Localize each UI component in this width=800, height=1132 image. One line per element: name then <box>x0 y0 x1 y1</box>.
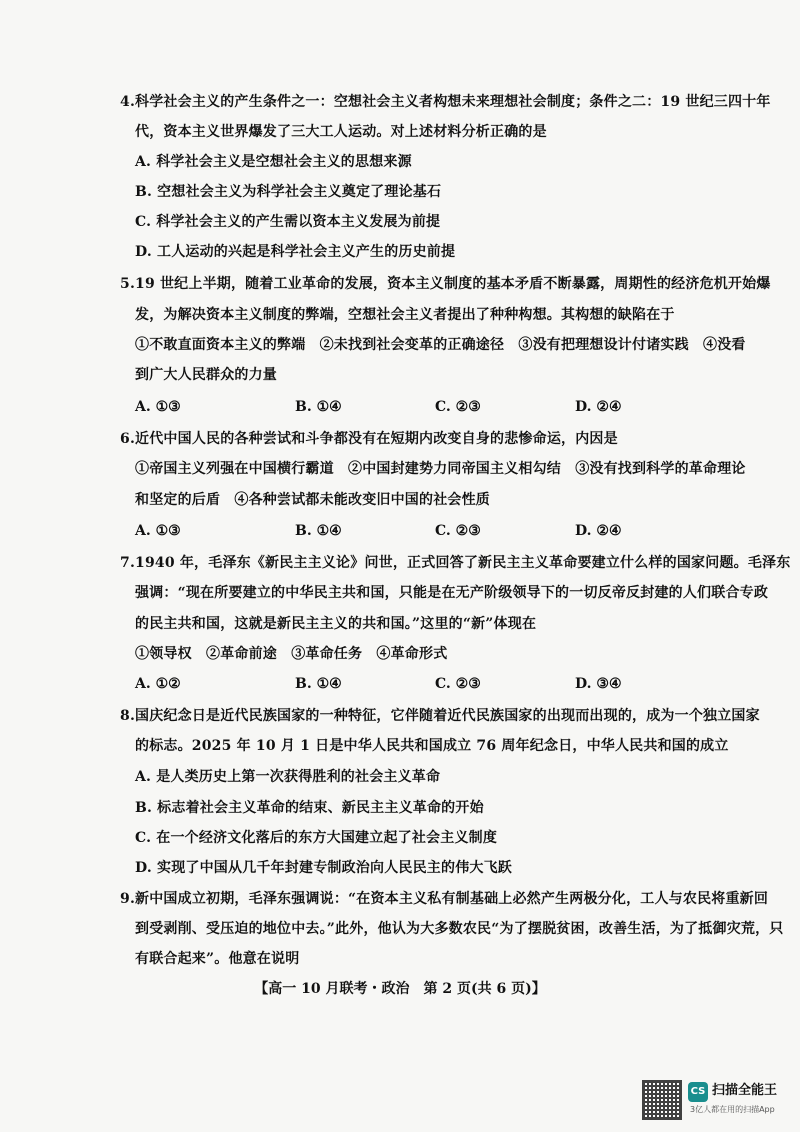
q8-stem-line2: 的标志。2025 年 10 月 1 日是中华人民共和国成立 76 周年纪念日，中华人民共和国的成立 <box>135 738 729 754</box>
q6-option-a: A. ①③ <box>135 523 181 539</box>
q5-option-a: A. ①③ <box>135 399 181 415</box>
q5-items-line2: 到广大人民群众的力量 <box>135 367 277 383</box>
q6-items-line2: 和坚定的后盾 ④各种尝试都未能改变旧中国的社会性质 <box>135 492 490 508</box>
q7-stem-line3: 的民主共和国，这就是新民主主义的共和国。”这里的“新”体现在 <box>135 616 537 632</box>
q5-stem-line1: 5.19 世纪上半期，随着工业革命的发展，资本主义制度的基本矛盾不断暴露，周期性的经济危机开始爆 <box>120 276 771 292</box>
q8-option-b: B. 标志着社会主义革命的结束、新民主主义革命的开始 <box>135 800 484 816</box>
q6-options <box>135 521 635 541</box>
camscanner-logo-icon: CS <box>688 1082 708 1102</box>
q7-option-c: C. ②③ <box>435 676 481 692</box>
scanner-tagline: 3亿人都在用的扫描App <box>690 1105 775 1114</box>
q4-stem-line2: 代，资本主义世界爆发了三大工人运动。对上述材料分析正确的是 <box>135 124 547 140</box>
q6-option-b: B. ①④ <box>295 523 342 539</box>
q8-option-a: A. 是人类历史上第一次获得胜利的社会主义革命 <box>135 769 441 785</box>
q7-stem-line1: 7.1940 年，毛泽东《新民主主义论》问世，正式回答了新民主主义革命要建立什么样的国家问题。毛泽东 <box>120 555 791 571</box>
q6-stem-line1: 6.近代中国人民的各种尝试和斗争都没有在短期内改变自身的悲惨命运，内因是 <box>120 431 618 447</box>
page-footer: 【高一 10 月联考・政治 第 2 页(共 6 页)】 <box>254 981 546 997</box>
q5-option-c: C. ②③ <box>435 399 481 415</box>
q7-option-b: B. ①④ <box>295 676 342 692</box>
q9-stem-line2: 到受剥削、受压迫的地位中去。”此外，他认为大多数农民“为了摆脱贫困，改善生活，为了抵御灾荒，只 <box>135 921 784 937</box>
qr-code-icon <box>642 1080 682 1120</box>
scanner-brand-name: 扫描全能王 <box>712 1083 778 1098</box>
q9-stem-line1: 9.新中国成立初期，毛泽东强调说：“在资本主义私有制基础上必然产生两极分化，工人与农民将重新回 <box>120 891 769 907</box>
q8-option-c: C. 在一个经济文化落后的东方大国建立起了社会主义制度 <box>135 830 498 846</box>
q4-option-c: C. 科学社会主义的产生需以资本主义发展为前提 <box>135 214 441 230</box>
q8-option-d: D. 实现了中国从几千年封建专制政治向人民民主的伟大飞跃 <box>135 860 512 876</box>
q4-option-b: B. 空想社会主义为科学社会主义奠定了理论基石 <box>135 184 442 200</box>
q4-option-a: A. 科学社会主义是空想社会主义的思想来源 <box>135 154 412 170</box>
q6-items-line1: ①帝国主义列强在中国横行霸道 ②中国封建势力同帝国主义相勾结 ③没有找到科学的革命理论 <box>135 461 746 477</box>
q5-option-b: B. ①④ <box>295 399 342 415</box>
q6-option-d: D. ②④ <box>575 523 622 539</box>
q5-stem-line2: 发，为解决资本主义制度的弊端，空想社会主义者提出了种种构想。其构想的缺陷在于 <box>135 307 675 323</box>
q7-items-line1: ①领导权 ②革命前途 ③革命任务 ④革命形式 <box>135 646 448 662</box>
q7-option-d: D. ③④ <box>575 676 622 692</box>
q7-stem-line2: 强调：“现在所要建立的中华民主共和国，只能是在无产阶级领导下的一切反帝反封建的人们联合专政 <box>135 585 769 601</box>
q6-option-c: C. ②③ <box>435 523 481 539</box>
q5-options <box>135 397 635 417</box>
q4-stem-line1: 4.科学社会主义的产生条件之一：空想社会主义者构想未来理想社会制度；条件之二：19 世纪三四十年 <box>120 94 771 110</box>
q7-option-a: A. ①② <box>135 676 181 692</box>
q8-stem-line1: 8.国庆纪念日是近代民族国家的一种特征，它伴随着近代民族国家的出现而出现的，成为一个独立国家 <box>120 708 760 724</box>
q4-option-d: D. 工人运动的兴起是科学社会主义产生的历史前提 <box>135 244 456 260</box>
q7-options <box>135 674 635 694</box>
q5-items-line1: ①不敢直面资本主义的弊端 ②未找到社会变革的正确途径 ③没有把理想设计付诸实践 ④没看 <box>135 337 746 353</box>
q9-stem-line3: 有联合起来”。他意在说明 <box>135 951 300 967</box>
q5-option-d: D. ②④ <box>575 399 622 415</box>
